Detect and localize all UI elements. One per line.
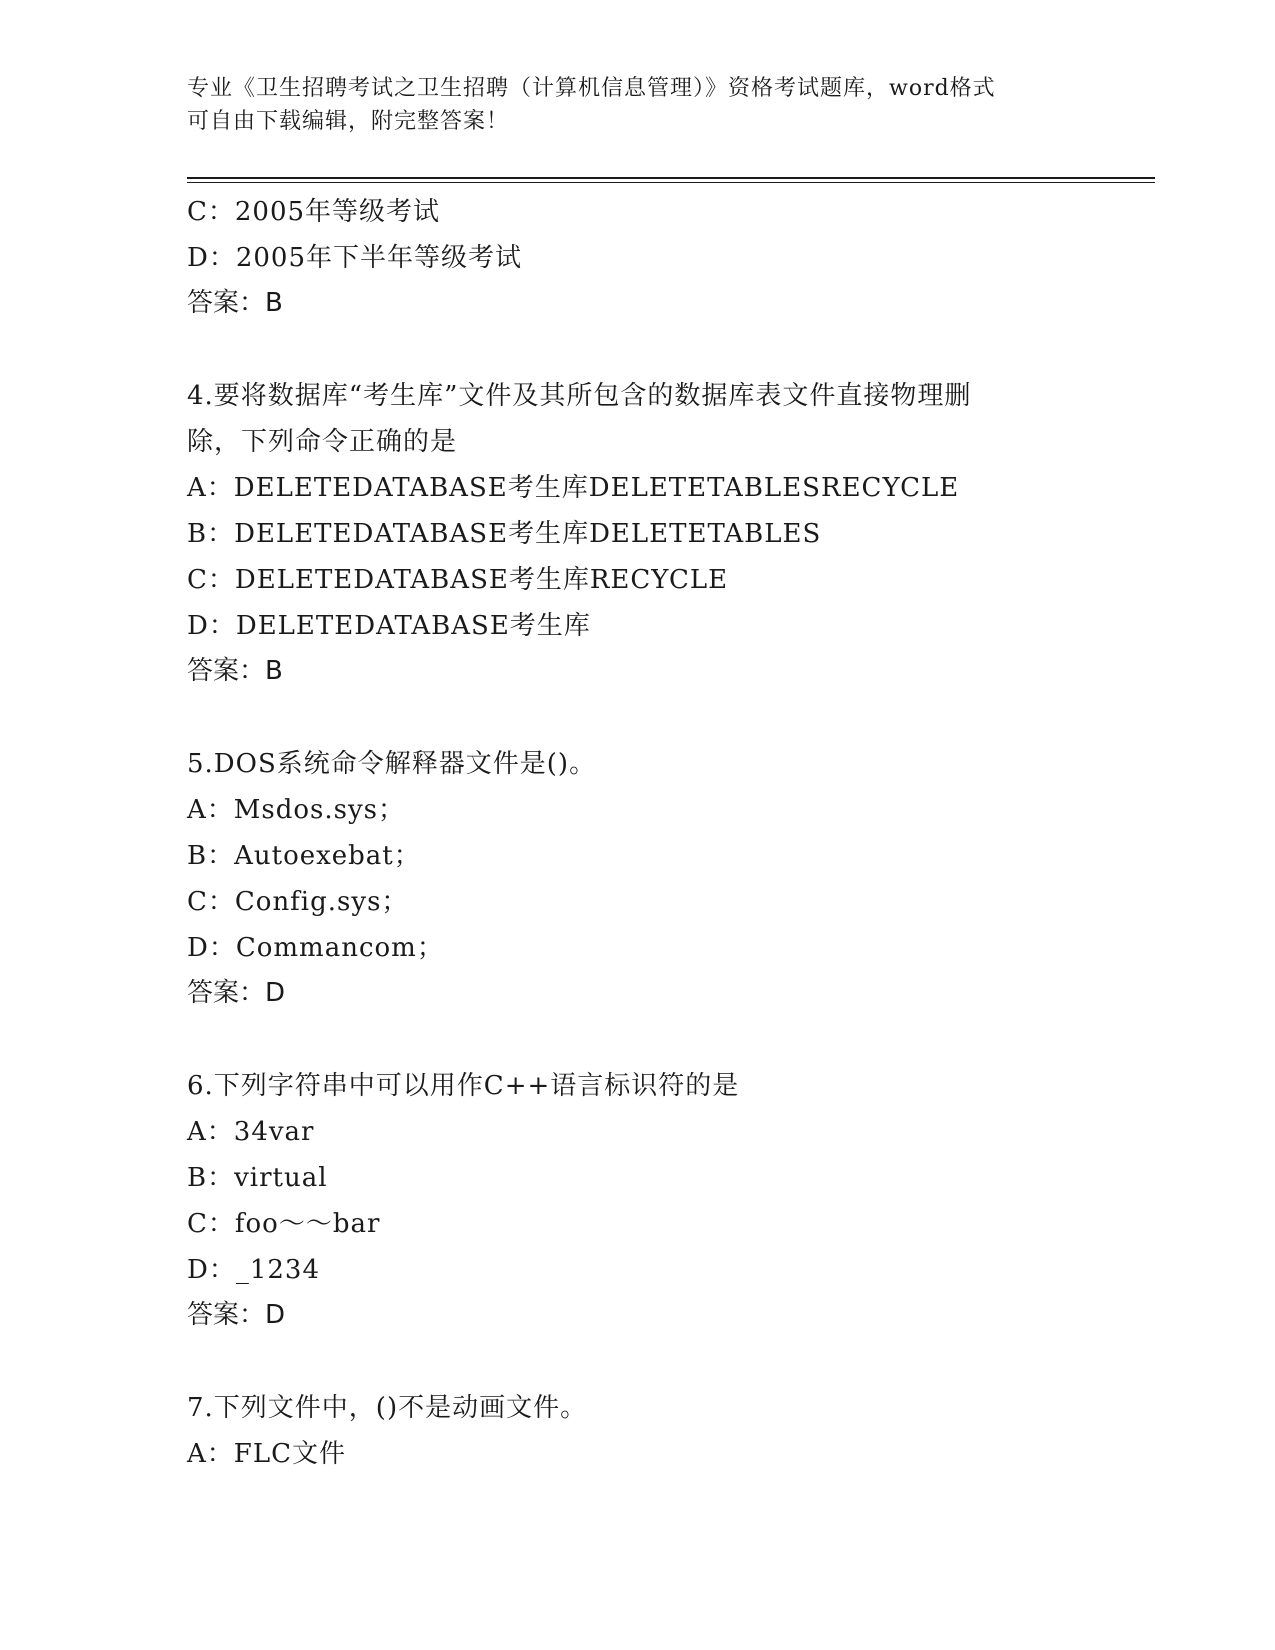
option-d: D：Commancom； [187,933,444,963]
question-4 [187,373,1107,693]
option-a: A：Msdos.sys； [187,795,406,825]
option-a: A：34var [187,1117,315,1147]
option-c: C：2005年等级考试 [187,197,441,227]
option-d: D：DELETEDATABASE考生库 [187,611,591,641]
question-6 [187,1063,1107,1337]
option-a: A：DELETEDATABASE考生库DELETETABLESRECYCLE [187,473,960,503]
spacer [187,693,1107,741]
spacer [187,325,1107,373]
header-rule-thick [187,177,1155,179]
question-stem: 6.下列字符串中可以用作C++语言标识符的是 [187,1071,740,1101]
option-c: C：DELETEDATABASE考生库RECYCLE [187,565,729,595]
answer: 答案：B [187,288,283,318]
question-stem-continued: 除，下列命令正确的是 [187,427,458,457]
spacer [187,1015,1107,1063]
header-line-1: 专业《卫生招聘考试之卫生招聘（计算机信息管理）》资格考试题库，word格式 [187,76,996,101]
page-header [187,72,1087,138]
question-5 [187,741,1107,1015]
question-list [187,189,1107,1477]
question-stem: 7.下列文件中，()不是动画文件。 [187,1393,588,1423]
answer: 答案：D [187,978,286,1008]
option-b: B：Autoexebat； [187,841,421,871]
answer: 答案：B [187,656,283,686]
question-3 [187,189,1107,325]
option-c: C：foo～～bar [187,1209,381,1239]
spacer [187,1337,1107,1385]
answer: 答案：D [187,1300,286,1330]
question-7 [187,1385,1107,1477]
option-b: B：virtual [187,1163,328,1193]
header-line-2: 可自由下载编辑，附完整答案！ [187,109,510,134]
option-d: D：2005年下半年等级考试 [187,243,523,273]
option-d: D：_1234 [187,1255,321,1285]
header-rule-thin [187,182,1155,183]
option-b: B：DELETEDATABASE考生库DELETETABLES [187,519,822,549]
question-stem: 4.要将数据库“考生库”文件及其所包含的数据库表文件直接物理删 [187,381,972,411]
question-stem: 5.DOS系统命令解释器文件是()。 [187,749,597,779]
option-c: C：Config.sys； [187,887,409,917]
option-a: A：FLC文件 [187,1439,346,1469]
